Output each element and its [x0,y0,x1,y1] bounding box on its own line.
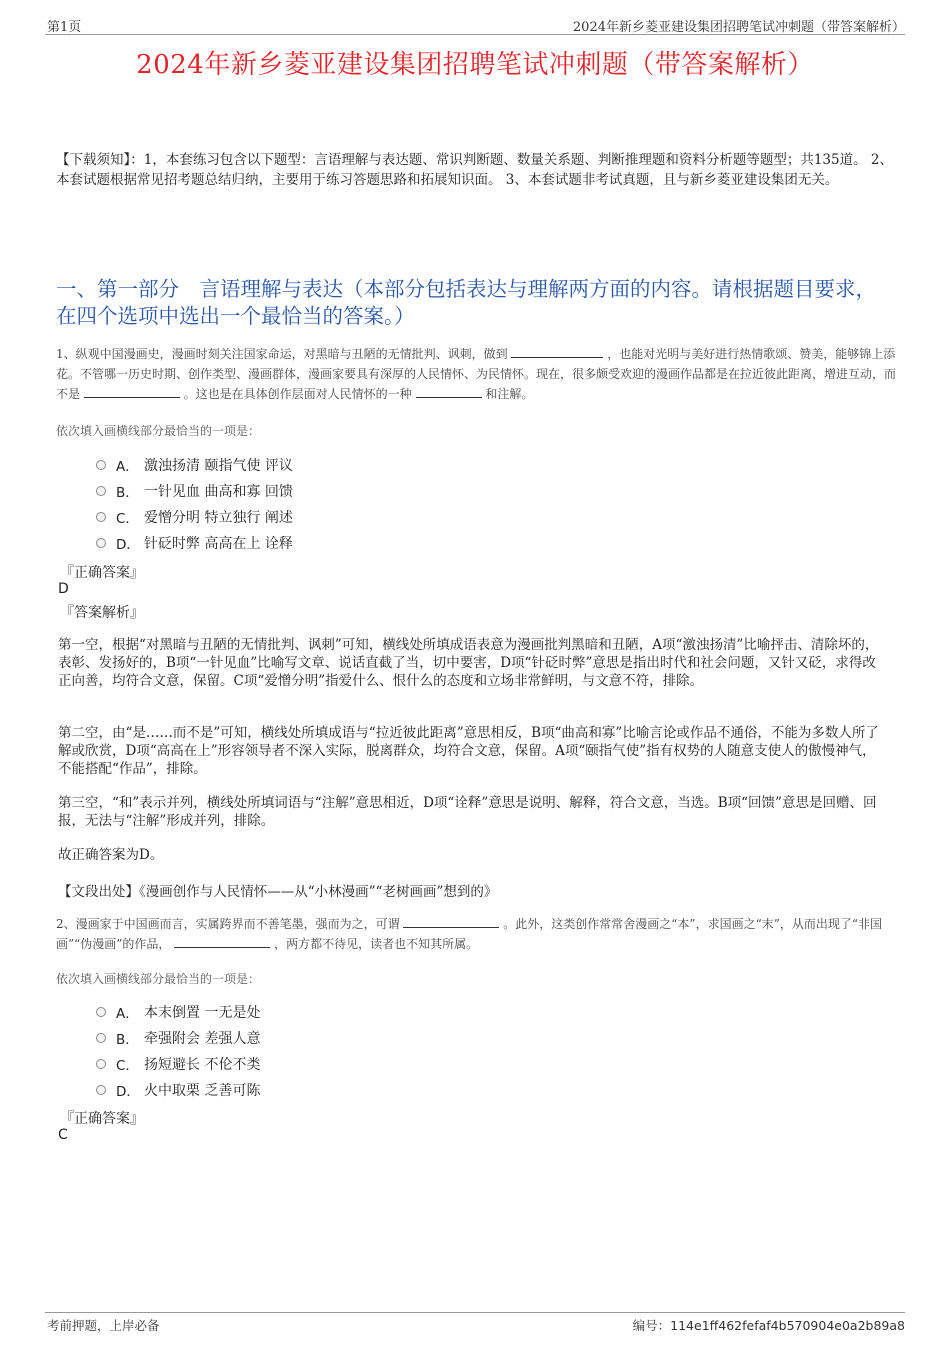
radio-button-icon[interactable] [96,538,106,548]
radio-button-icon[interactable] [96,1007,106,1017]
correct-answer: C [58,1127,68,1143]
radio-button-icon[interactable] [96,460,106,470]
fill-blank [511,345,603,358]
option-c[interactable]: C． 扬短避长 不伦不类 [96,1051,260,1077]
fill-blank [416,385,482,398]
option-b[interactable]: B． 牵强附会 差强人意 [96,1025,260,1051]
question-2-options [96,999,260,1103]
fill-blank [84,385,180,398]
question-1-prompt: 依次填入画横线部分最恰当的一项是： [56,424,261,438]
option-d[interactable]: D． 针砭时弊 高高在上 诠释 [96,530,293,556]
radio-button-icon[interactable] [96,1085,106,1095]
radio-button-icon[interactable] [96,1059,106,1069]
option-a[interactable]: A． 激浊扬清 颐指气使 评议 [96,452,293,478]
footer-slogan: 考前押题，上岸必备 [47,1318,160,1333]
correct-answer: D [58,581,69,597]
radio-button-icon[interactable] [96,512,106,522]
page-header [45,14,905,35]
analysis-label: 『答案解析』 [60,605,144,621]
option-d[interactable]: D． 火中取栗 乏善可陈 [96,1077,260,1103]
header-doc-title: 2024年新乡菱亚建设集团招聘笔试冲刺题（带答案解析） [572,20,905,35]
analysis-paragraph: 第二空，由“是……而不是”可知，横线处所填成语与“拉近彼此距离”意思相反，B项“曲高和寡”比喻言论或作品不通俗，不能为多数人所了解或欣赏，D项“高高在上”形容领导者不深入实际，脱离群众，均符合文意，保留。A项“颐指气使”指有权势的人随意支使人的傲慢神气，不能搭配“作品”，排除。 [58,725,879,777]
page-footer [45,1312,905,1335]
option-a[interactable]: A． 本末倒置 一无是处 [96,999,260,1025]
section-heading: 一、第一部分 言语理解与表达（本部分包括表达与理解两方面的内容。请根据题目要求，在四个选项中选出一个最恰当的答案。） [56,277,876,328]
analysis-paragraph: 第一空，根据“对黑暗与丑陋的无情批判、讽刺”可知，横线处所填成语表意为漫画批判黑暗和丑陋，A项“激浊扬清”比喻抨击、清除坏的，表彰、发扬好的，B项“一针见血”比喻写文章、说话直截了当，切中要害，D项“针砭时弊”意思是指出时代和社会问题，又针又砭，求得改正向善，均符合文意，保留。C项“爱憎分明”指爱什么、恨什么的态度和立场非常鲜明，与文意不符，排除。 [58,637,879,689]
analysis-conclusion: 故正确答案为D。 [58,847,164,863]
radio-button-icon[interactable] [96,1033,106,1043]
source-citation: 【文段出处】《漫画创作与人民情怀——从“小林漫画”“老树画画”想到的》 [58,884,498,900]
question-1-options [96,452,293,556]
document-code: 编号：114e1ff462fefaf4b570904e0a2b89a8 [632,1318,905,1333]
question-2-prompt: 依次填入画横线部分最恰当的一项是： [56,972,261,986]
document-title: 2024年新乡菱亚建设集团招聘笔试冲刺题（带答案解析） [136,50,814,80]
option-c[interactable]: C． 爱憎分明 特立独行 阐述 [96,504,293,530]
fill-blank [403,915,499,928]
fill-blank [174,935,270,948]
download-notice: 【下载须知】：1，本套练习包含以下题型：言语理解与表达题、常识判断题、数量关系题、判断推理题和资料分析题等题型；共135道。 2、本套试题根据常见招考题总结归纳，主要用于练习答题思路和拓展知识面。 3、本套试题非考试真题，且与新乡菱亚建设集团无关。 [56,152,893,188]
radio-button-icon[interactable] [96,486,106,496]
question-2-stem: 2、漫画家于中国画而言，实属跨界而不善笔墨，强而为之，可谓 。此外，这类创作常常舍漫画之“本”，求国画之“末”，从而出现了“非国画”“伪漫画”的作品， ，两方都不待见，读者也不知其所属。 [56,917,882,951]
page-number: 第1页 [47,20,82,35]
analysis-paragraph: 第三空，“和”表示并列，横线处所填词语与“注解”意思相近，D项“诠释”意思是说明、解释，符合文意，当选。B项“回馈”意思是回赠、回报，无法与“注解”形成并列，排除。 [58,795,877,829]
answer-label: 『正确答案』 [60,1111,144,1127]
question-1-stem: 1、纵观中国漫画史，漫画时刻关注国家命运，对黑暗与丑陋的无情批判、讽刺，做到 ，也能对光明与美好进行热情歌颂、赞美，能够锦上添花。不管哪一历史时期、创作类型、漫画群体，漫画家要具有深厚的人民情怀、为民情怀。现在，很多颇受欢迎的漫画作品都是在拉近彼此距离，增进互动，而不是 。这也是在具体创作层面对人民情怀的一种 和注解。 [56,347,897,401]
answer-label: 『正确答案』 [60,565,144,581]
option-b[interactable]: B． 一针见血 曲高和寡 回馈 [96,478,293,504]
